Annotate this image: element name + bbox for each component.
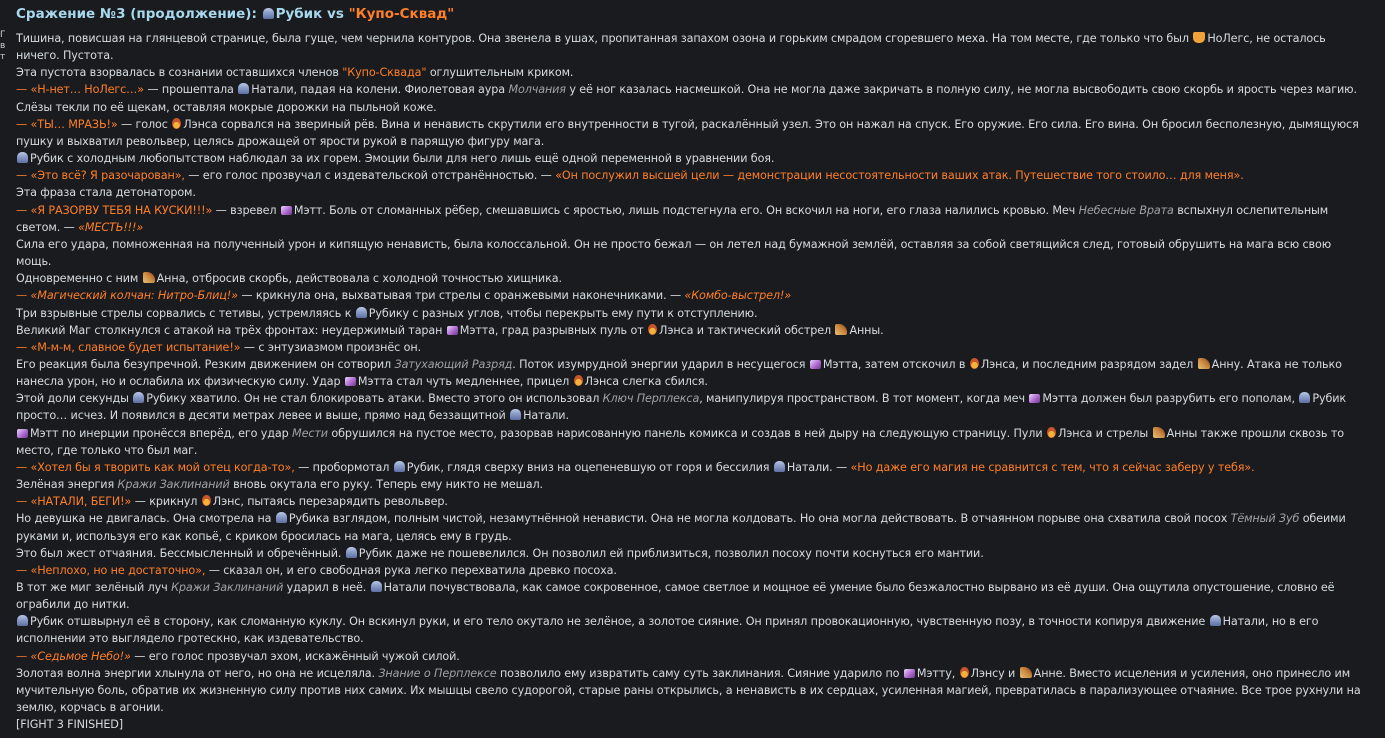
crossed-swords-icon — [345, 377, 356, 386]
paragraph: Одновременно с ним Анна, отбросив скорбь, действовала с холодной точностью хищника. — [16, 272, 562, 286]
paragraph: — «Я РАЗОРВУ ТЕБЯ НА КУСКИ!!!» — взревел Мэтт. Боль от сломанных рёбер, смешавшись с яростью, лишь подстегнула его. Он вскочил на ноги, его глаза налились кровью. Меч Небесные Врата вспыхнул ослепительным светом. — «МЕСТЬ!!!» — [16, 203, 1329, 234]
mage-icon — [356, 307, 367, 318]
dialogue-quote: — «Магический колчан: Нитро-Блиц!» — [16, 289, 238, 303]
paragraph: — «Хотел бы я творить как мой отец когда-то», — пробормотал Рубик, глядя сверху вниз на оцепеневшую от горя и бессилия Натали. — «Но даже его магия не сравнится с тем, что я сейчас заберу у тебя». — [16, 460, 1255, 474]
ability-name: Небесные Врата — [1078, 203, 1174, 217]
paragraph: Золотая волна энергии хлынула от него, но она не исцеляла. Знание о Перплексе позволило ему извратить саму суть заклинания. Сияние ударило по Мэтту, Лэнсу и Анне. Вместо исцеления и усиления, оно принесло им мучительную боль, обратив их жизненную силу против них самих. Их мышцы свело судорогой, старые раны открылись, а ненависть в их сердцах, усиленная магией, превратилась в парализующее отчаяние. Все трое рухнули на землю, корчась в агонии. — [16, 666, 1361, 715]
mage-icon — [1210, 615, 1221, 626]
paragraph: — «М-м-м, славное будет испытание!» — с энтузиазмом произнёс он. — [16, 340, 421, 354]
gutter-char: в — [0, 41, 6, 51]
dialogue-quote: «Он послужил высшей цели — демонстрации несостоятельности ваших атак. Путешествие того стоило… для меня». — [555, 169, 1244, 183]
mage-icon — [263, 8, 274, 19]
paragraph: Рубик отшвырнул её в сторону, как сломанную куклу. Он вскинул руки, и его тело окутало не зелёное, а золотое сияние. Он принял провокационную, чувственную позу, в точности копируя движение Натали, но в его исполнении это выглядело гротескно, как издевательство. — [16, 615, 1319, 646]
paragraph: Зелёная энергия Кражи Заклинаний вновь окутала его руку. Теперь ему никто не мешал. — [16, 478, 543, 492]
ability-name: Кражи Заклинаний — [171, 581, 284, 594]
gutter-clipped-text — [0, 30, 8, 63]
mage-icon — [774, 461, 785, 472]
medal-icon — [970, 358, 979, 369]
dialogue-quote: — «ТЫ… МРАЗЬ!» — [16, 117, 118, 131]
mage-icon — [17, 615, 28, 626]
ability-name: Тёмный Зуб — [1230, 512, 1300, 526]
paragraph: Эта пустота взорвалась в сознании оставшихся членов "Купо-Сквада" оглушительным криком. — [16, 66, 574, 80]
mage-icon — [133, 392, 144, 403]
paragraph: — «Это всё? Я разочарован», — его голос прозвучал с издевательской отстранённостью. — «Он послужил высшей цели — демонстрации несостоятельности ваших атак. Путешествие того стоило… для меня». — [16, 169, 1244, 183]
bow-and-arrow-icon — [143, 272, 155, 283]
dialogue-quote: «Комбо-выстрел!» — [684, 289, 792, 303]
paragraph: Рубик с холодным любопытством наблюдал за их горем. Эмоции были для него лишь ещё одной переменной в уравнении боя. — [16, 150, 1368, 167]
dialogue-quote: — «Неплохо, но не достаточно», — [16, 563, 206, 577]
dialogue-quote: «МЕСТЬ!!!» — [78, 220, 144, 234]
paragraph: Три взрывные стрелы сорвались с тетивы, устремляясь к Рубику с разных углов, чтобы перекрыть ему пути к отступлению. — [16, 306, 758, 320]
dialogue-quote: — «Я РАЗОРВУ ТЕБЯ НА КУСКИ!!!» — [16, 203, 213, 217]
paragraph: Мэтт по инерции пронёсся вперёд, его удар Мести обрушился на пустое место, разорвав нарисованную панель комикса и создав в ней дыру на следующую страницу. Пули Лэнса и стрелы Анны также прошли сквозь то место, где только что был маг. — [16, 426, 1344, 457]
paragraph: Его реакция была безупречной. Резким движением он сотворил Затухающий Разряд. Поток изумрудной энергии ударил в несущегося Мэтта, затем отскочил в Лэнса, и последним разрядом задел Анну. Атака не только нанесла урон, но и ослабила их физическую силу. Удар Мэтта стал чуть медленнее, прицел Лэнса слегка сбился. — [16, 357, 1342, 389]
mage-icon — [276, 512, 287, 523]
paragraph: Великий Маг столкнулся с атакой на трёх фронтах: неудержимый таран Мэтта, град разрывных пуль от Лэнса и тактический обстрел Анны. — [16, 323, 884, 337]
ability-name: Молчания — [508, 83, 566, 97]
gutter-char: Г — [0, 30, 6, 40]
ability-name: Кражи Заклинаний — [117, 478, 230, 492]
paragraph — [16, 716, 1368, 733]
medal-icon — [960, 667, 969, 678]
dialogue-quote: — «Это всё? Я разочарован», — [16, 169, 185, 183]
chat-message — [16, 6, 1368, 733]
crossed-swords-icon — [17, 429, 28, 438]
medal-icon — [574, 375, 583, 386]
paragraph: Эта фраза стала детонатором. — [16, 186, 196, 200]
medal-icon — [1047, 427, 1056, 438]
ability-name: Затухающий Разряд — [394, 357, 513, 371]
title-text: Сражение №3 (продолжение): — [16, 6, 257, 22]
mage-icon — [394, 461, 405, 472]
medal-icon — [648, 324, 657, 335]
bow-and-arrow-icon — [1198, 358, 1210, 369]
bow-and-arrow-icon — [1020, 667, 1032, 678]
ability-name: Мести — [292, 426, 328, 440]
message-title — [16, 6, 1368, 23]
dialogue-quote: «Но даже его магия не сравнится с тем, что я сейчас заберу у тебя». — [850, 460, 1255, 474]
medal-icon — [202, 495, 211, 506]
paragraph: — «Седьмое Небо!» — его голос прозвучал эхом, искажённый чужой силой. — [16, 649, 460, 663]
crossed-swords-icon — [810, 360, 821, 369]
title-vs: vs — [327, 6, 344, 22]
cat-face-icon — [1193, 32, 1205, 43]
ability-name: Ключ Перплекса — [602, 392, 700, 406]
bow-and-arrow-icon — [835, 324, 847, 335]
paragraph: Тишина, повисшая на глянцевой странице, была гуще, чем чернила контуров. Она звенела в ушах, пропитанная запахом озона и горьким смрадом сгоревшего меха. На том месте, где только что был НоЛегс, не осталось ничего. Пустота. — [16, 32, 1326, 63]
crossed-swords-icon — [904, 669, 915, 678]
paragraph: — «Неплохо, но не достаточно», — сказал он, и его свободная рука легко перехватила древко посоха. — [16, 563, 617, 577]
mage-icon — [1299, 392, 1310, 403]
paragraph: — «Н-нет… НоЛегс…» — прошептала Натали, падая на колени. Фиолетовая аура Молчания у её ног казалась насмешкой. Она не могла даже закричать в полную силу, не могла высвободить свою скорбь и ярость через магию. Слёзы текли по её щекам, оставляя мокрые дорожки на пыльной коже. — [16, 83, 1357, 114]
ability-name: Знание о Перплексе — [378, 666, 497, 680]
fight-status: [FIGHT 3 FINISHED] — [16, 718, 124, 732]
title-squad: "Купо-Сквад" — [348, 6, 455, 22]
dialogue-quote: — «Хотел бы я творить как мой отец когда-то», — [16, 460, 295, 474]
mage-icon — [17, 152, 28, 163]
mage-icon — [238, 83, 249, 94]
dialogue-quote: — «Н-нет… НоЛегс…» — [16, 83, 144, 97]
paragraph: — «ТЫ… МРАЗЬ!» — голос Лэнса сорвался на звериный рёв. Вина и ненависть скрутили его внутренности в тугой, раскалённый узел. Это он нажал на спуск. Его оружие. Его сила. Его вина. Он бросил бесполезную, дымящуюся пушку и выхватил револьвер, целясь дрожащей от ярости рукой в парящую фигуру мага. — [16, 117, 1359, 148]
paragraph: — «НАТАЛИ, БЕГИ!» — крикнул Лэнс, пытаясь перезарядить револьвер. — [16, 495, 448, 509]
crossed-swords-icon — [1029, 394, 1040, 403]
paragraph: В тот же миг зелёный луч Кражи Заклинаний ударил в неё. Натали почувствовала, как самое сокровенное, самое светлое и мощное её умение было безжалостно вырвано из её души. Она ощутила опустошение, словно её ограбили до нитки. — [16, 581, 1335, 612]
paragraph: Это был жест отчаяния. Бессмысленный и обречённый. Рубик даже не пошевелился. Он позволил ей приблизиться, позволил посоху почти коснуться его мантии. — [16, 546, 984, 560]
crossed-swords-icon — [447, 326, 458, 335]
paragraph: — «Магический колчан: Нитро-Блиц!» — крикнула она, выхватывая три стрелы с оранжевыми наконечниками. — «Комбо-выстрел!» — [16, 289, 792, 303]
dialogue-quote: — «НАТАЛИ, БЕГИ!» — [16, 495, 132, 509]
paragraph: Но девушка не двигалась. Она смотрела на Рубика взглядом, полным чистой, незамутнённой ненависти. Она не могла колдовать. Но она могла действовать. В отчаянном порыве она схватила свой посох Тёмный Зуб обеими руками и, используя его как копьё, с криком бросилась на мага, целясь ему в грудь. — [16, 512, 1346, 543]
crossed-swords-icon — [281, 206, 292, 215]
dialogue-quote: — «Седьмое Небо!» — [16, 649, 131, 663]
message-body — [16, 30, 1368, 733]
paragraph: Сила его удара, помноженная на полученный урон и кипящую ненависть, была колоссальной. Он не просто бежал — он летел над бумажной землёй, оставляя за собой светящийся след, готовый обрушить на мага всю свою мощь. — [16, 237, 1332, 269]
medal-icon — [172, 118, 181, 129]
mage-icon — [346, 547, 357, 558]
mage-icon — [371, 581, 382, 592]
dialogue-quote: — «М-м-м, славное будет испытание!» — [16, 340, 241, 354]
mage-icon — [510, 409, 521, 420]
gutter-char: т — [0, 52, 6, 62]
quoted-name: "Купо-Сквада" — [342, 66, 427, 80]
paragraph: Этой доли секунды Рубику хватило. Он не стал блокировать атаки. Вместо этого он использовал Ключ Перплекса, манипулируя пространством. В тот момент, когда меч Мэтта должен был разрубить его пополам, Рубик просто… исчез. И появился в десяти метрах левее и выше, прямо над беззащитной Натали. — [16, 392, 1347, 423]
bow-and-arrow-icon — [1153, 427, 1165, 438]
title-rubik: Рубик — [275, 6, 323, 22]
